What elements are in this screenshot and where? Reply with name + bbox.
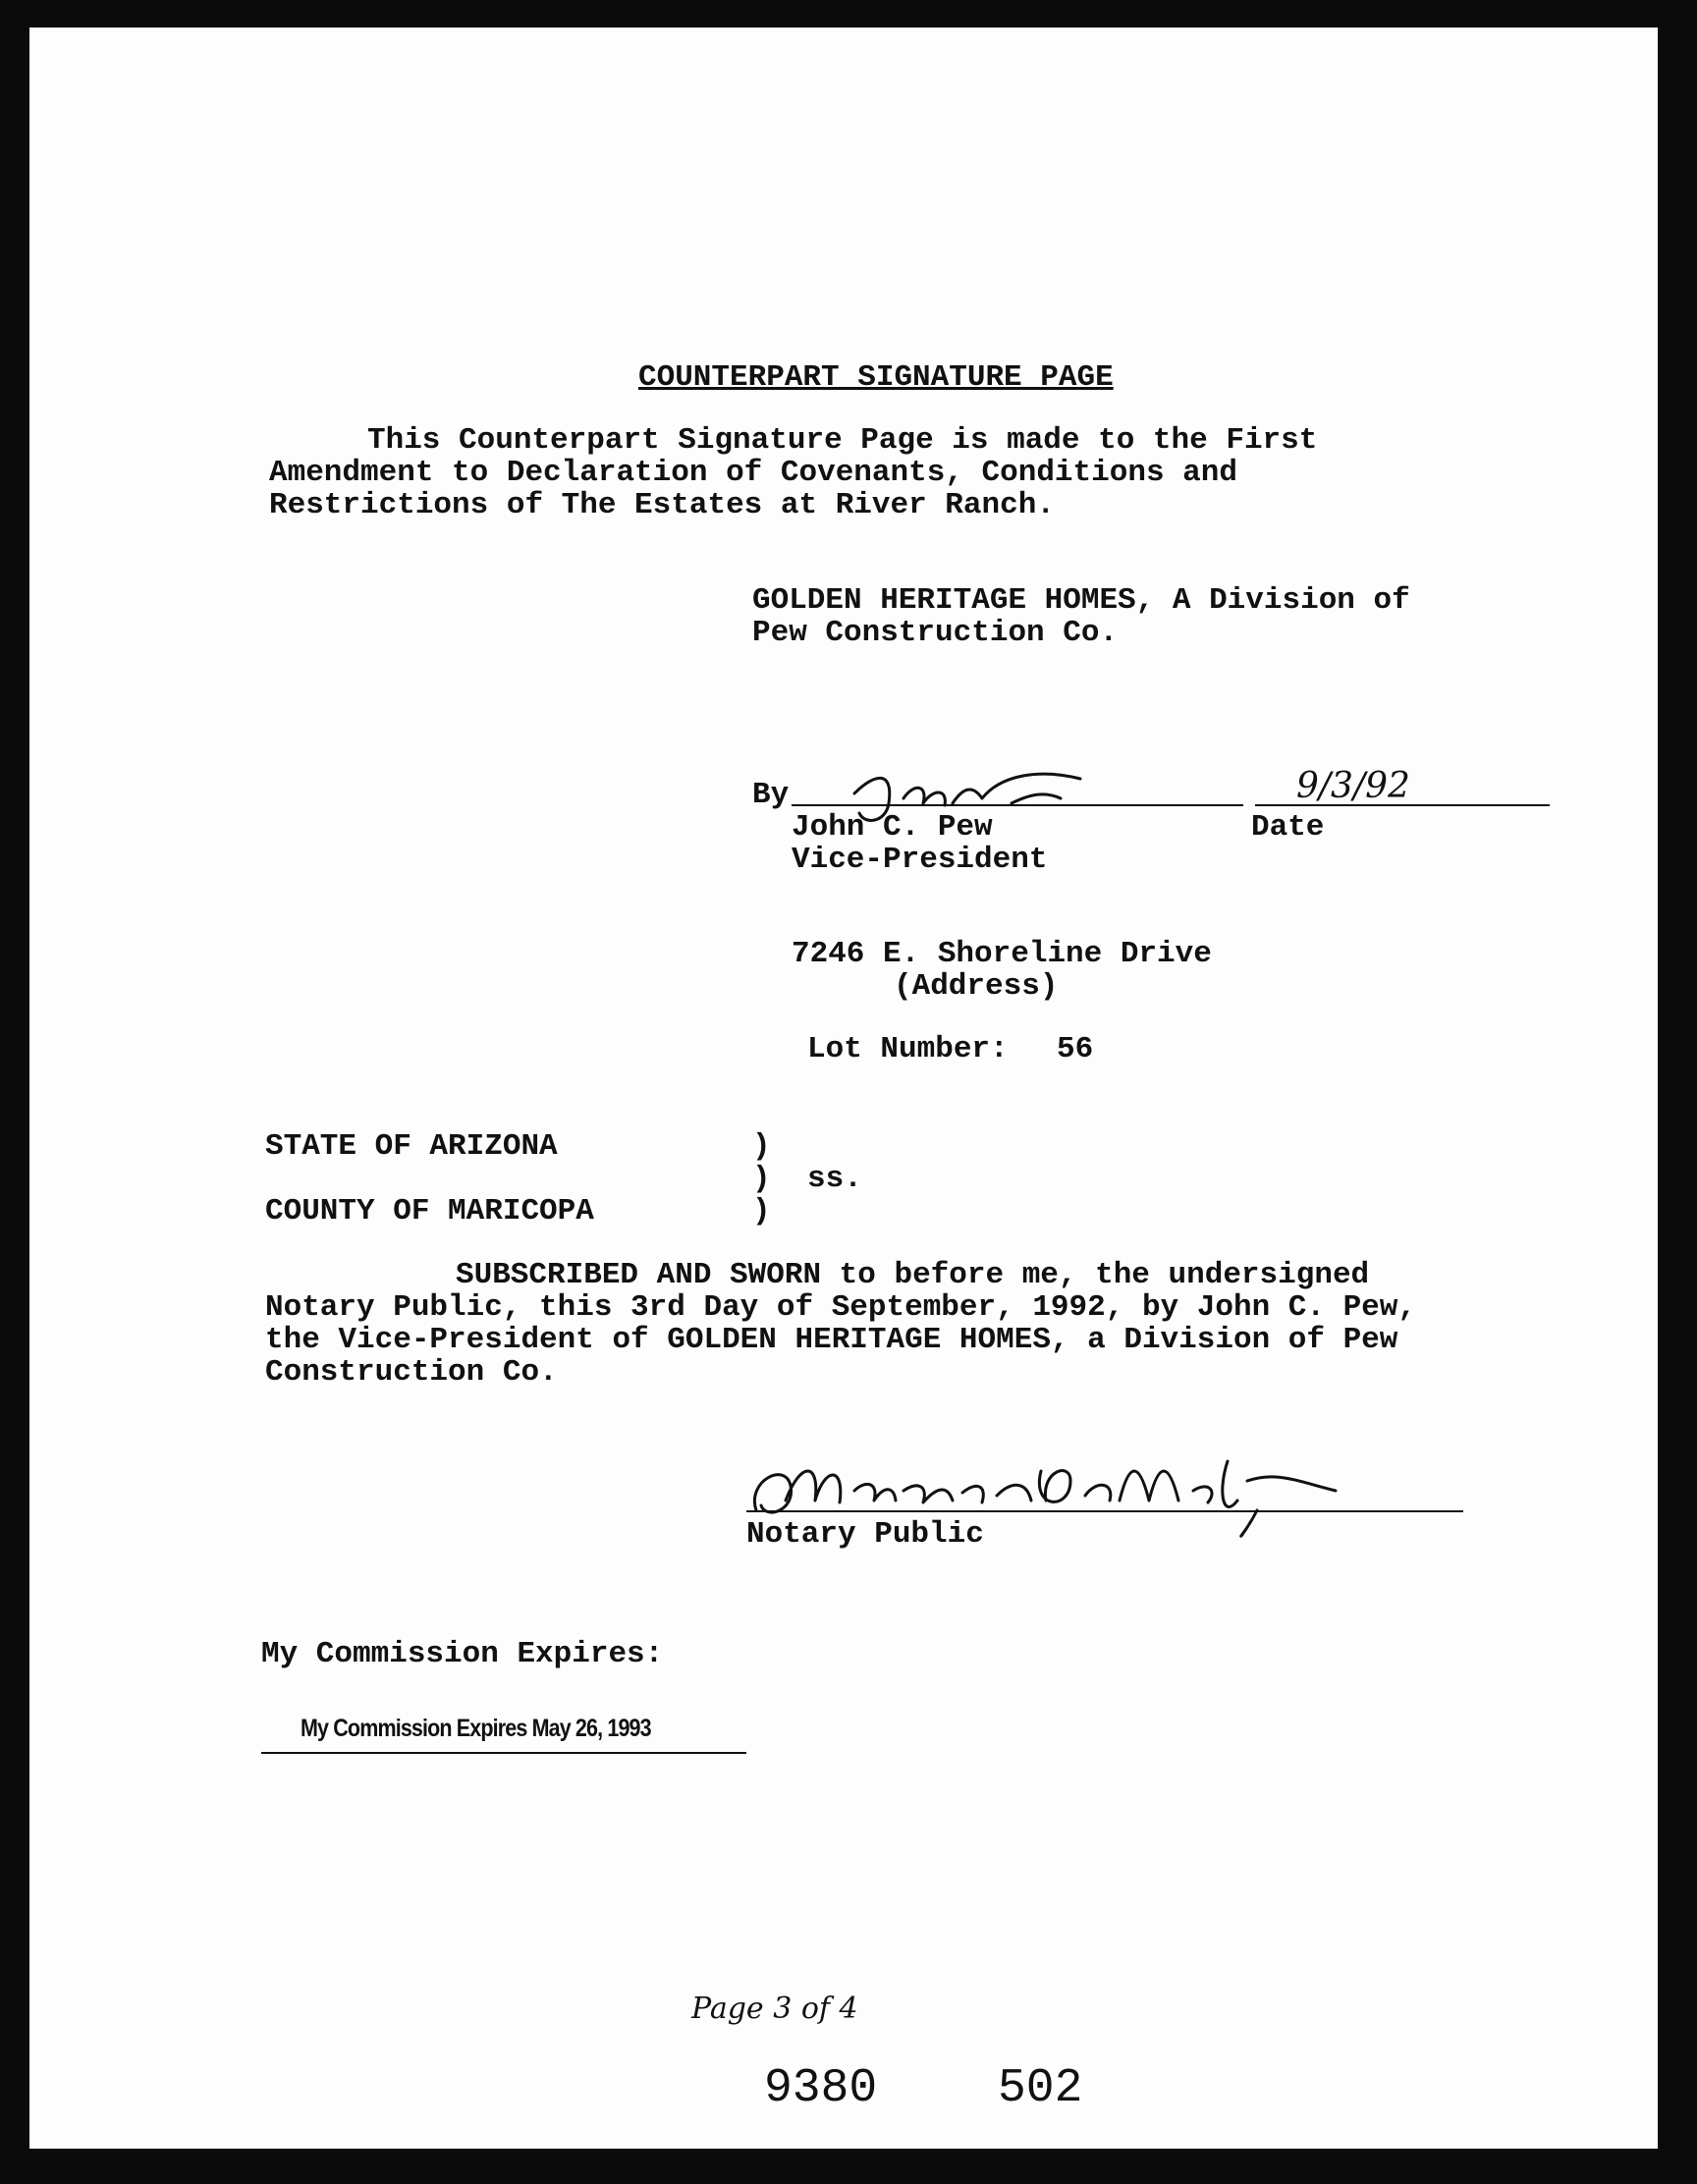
company-line-1: GOLDEN HERITAGE HOMES, A Division of: [752, 583, 1410, 618]
venue-ss: ss.: [807, 1162, 862, 1196]
signer-title: Vice-President: [792, 843, 1048, 877]
book-number: 9380: [764, 2062, 878, 2115]
page-note: Page 3 of 4: [691, 1992, 858, 2026]
date-value: 9/3/92: [1296, 766, 1410, 806]
oath-line-2: Notary Public, this 3rd Day of September, 1992, by John C. Pew,: [265, 1290, 1416, 1325]
commission-label: My Commission Expires:: [261, 1637, 664, 1671]
by-label: By: [752, 778, 790, 812]
commission-stamp: My Commission Expires May 26, 1993: [301, 1715, 651, 1742]
company-line-2: Pew Construction Co.: [752, 616, 1119, 650]
address: 7246 E. Shoreline Drive: [792, 937, 1212, 971]
venue-paren: ): [752, 1129, 771, 1164]
venue-paren: ): [752, 1194, 771, 1228]
oath-line-3: the Vice-President of GOLDEN HERITAGE HOMES, a Division of Pew: [265, 1323, 1398, 1357]
oath-line-4: Construction Co.: [265, 1355, 558, 1390]
page-number: 502: [998, 2062, 1083, 2115]
intro-line-2: Amendment to Declaration of Covenants, Conditions and: [269, 456, 1237, 490]
notary-label: Notary Public: [746, 1517, 984, 1552]
document-page: [29, 27, 1658, 2149]
signer-name: John C. Pew: [792, 810, 993, 845]
venue-state: STATE OF ARIZONA: [265, 1129, 558, 1164]
page-title: COUNTERPART SIGNATURE PAGE: [638, 360, 1114, 395]
lot-label: Lot Number:: [807, 1032, 1009, 1066]
date-label: Date: [1251, 810, 1325, 845]
lot-value: 56: [1057, 1032, 1094, 1066]
address-label: (Address): [894, 969, 1059, 1004]
commission-line: [261, 1752, 746, 1754]
venue-paren: ): [752, 1162, 771, 1196]
venue-county: COUNTY OF MARICOPA: [265, 1194, 594, 1228]
intro-line-3: Restrictions of The Estates at River Ranch.: [269, 488, 1055, 522]
intro-line-1: This Counterpart Signature Page is made to the First: [367, 423, 1318, 458]
oath-line-1: SUBSCRIBED AND SWORN to before me, the undersigned: [456, 1258, 1370, 1292]
